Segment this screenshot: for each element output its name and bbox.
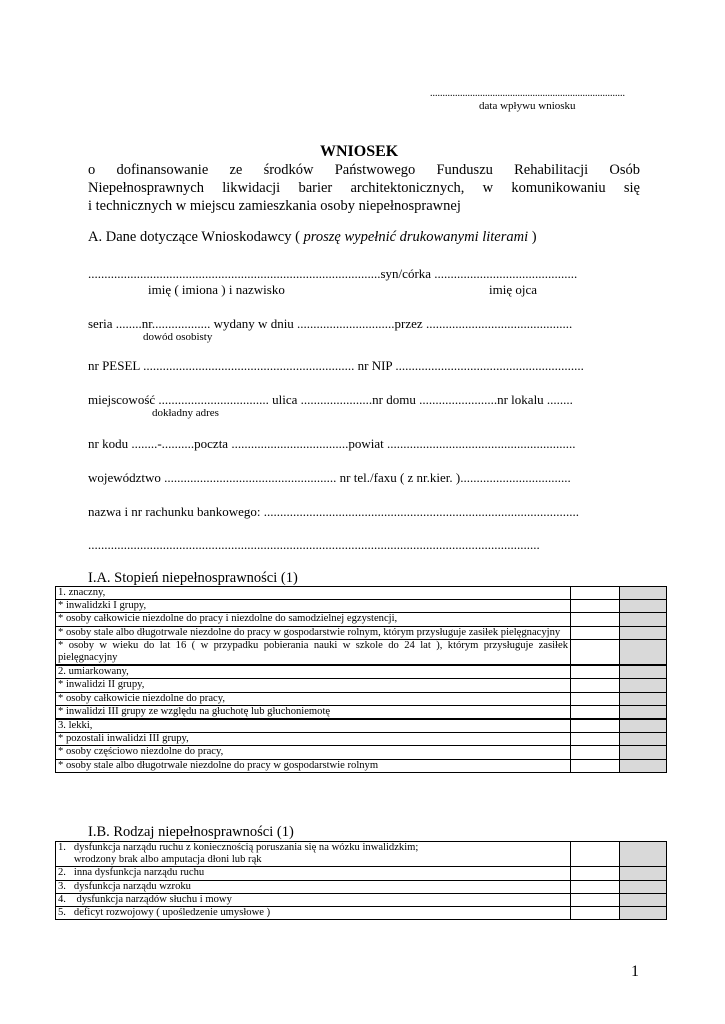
id-document-field[interactable]: seria ........nr.................. wydany w dniu ..............................przez ............................................. — [88, 316, 573, 331]
row-label: * osoby całkowicie niezdolne do pracy i niezdolne do samodzielnej egzystencji, — [56, 613, 571, 626]
name-field[interactable]: ..........................................................................................syn/córka ............................................ — [88, 266, 578, 281]
shaded-cell — [620, 639, 667, 665]
disability-type-table — [55, 841, 667, 920]
checkbox-cell[interactable] — [571, 842, 620, 867]
checkbox-cell[interactable] — [571, 893, 620, 906]
table-row — [56, 626, 667, 639]
row-label: * osoby stale albo długotrwale niezdolne do pracy w gospodarstwie rolnym — [56, 759, 571, 772]
shaded-cell — [620, 880, 667, 893]
shaded-cell — [620, 665, 667, 679]
shaded-cell — [620, 867, 667, 880]
table-row — [56, 587, 667, 600]
table-row — [56, 842, 667, 867]
row-label: 2. umiarkowany, — [56, 665, 571, 679]
shaded-cell — [620, 746, 667, 759]
page-title: WNIOSEK — [320, 143, 399, 160]
shaded-cell — [620, 626, 667, 639]
checkbox-cell[interactable] — [571, 587, 620, 600]
section-a-prefix: A. Dane dotyczące Wnioskodawcy ( — [88, 229, 304, 245]
table-row — [56, 893, 667, 906]
date-received-line[interactable]: .............................................................................. — [430, 88, 625, 99]
section-ia-title: I.A. Stopień niepełnosprawności (1) — [88, 570, 298, 586]
postal-field[interactable]: nr kodu ........-..........poczta ....................................powiat .......................................................... — [88, 436, 576, 451]
checkbox-cell[interactable] — [571, 613, 620, 626]
table-row — [56, 679, 667, 692]
page-number: 1 — [631, 963, 639, 980]
row-label: * osoby częściowo niezdolne do pracy, — [56, 746, 571, 759]
table-row — [56, 880, 667, 893]
table-row — [56, 692, 667, 705]
row-label: * pozostali inwalidzi III grupy, — [56, 733, 571, 746]
shaded-cell — [620, 893, 667, 906]
shaded-cell — [620, 613, 667, 626]
address-field[interactable]: miejscowość .................................. ulica ......................nr domu ........................nr lokalu ........ — [88, 392, 573, 407]
table-row — [56, 759, 667, 772]
row-label: 2. inna dysfunkcja narządu ruchu — [56, 867, 571, 880]
shaded-cell — [620, 587, 667, 600]
subtitle-line-2: Niepełnosprawnych likwidacji barier architektonicznych, w komunikowaniu się — [88, 180, 640, 196]
checkbox-cell[interactable] — [571, 665, 620, 679]
row-label: 4. dysfunkcja narządów słuchu i mowy — [56, 893, 571, 906]
checkbox-cell[interactable] — [571, 639, 620, 665]
bank-account-field[interactable]: nazwa i nr rachunku bankowego: ................................................................................................. — [88, 504, 580, 519]
shaded-cell — [620, 733, 667, 746]
voivodeship-phone-field[interactable]: województwo ..................................................... nr tel./faxu ( z nr.kier. ).................................. — [88, 470, 571, 485]
row-label: 3. lekki, — [56, 719, 571, 733]
row-label: 3. dysfunkcja narządu wzroku — [56, 880, 571, 893]
table-row — [56, 907, 667, 920]
checkbox-cell[interactable] — [571, 746, 620, 759]
shaded-cell — [620, 705, 667, 719]
checkbox-cell[interactable] — [571, 719, 620, 733]
row-label: * osoby stale albo długotrwale niezdolne do pracy w gospodarstwie rolnym, którym przysługuje zasiłek pielęgnacyjny — [56, 626, 571, 639]
row-label: * inwalidzi III grupy ze względu na głuchotę lub głuchoniemotę — [56, 705, 571, 719]
section-ib-title: I.B. Rodzaj niepełnosprawności (1) — [88, 824, 294, 840]
checkbox-cell[interactable] — [571, 867, 620, 880]
checkbox-cell[interactable] — [571, 692, 620, 705]
row-label-line-1: 1. dysfunkcja narządu ruchu z koniecznością poruszania się na wózku inwalidzkim; — [58, 842, 419, 853]
date-received-label: data wpływu wniosku — [479, 100, 576, 112]
section-a-instruction: proszę wypełnić drukowanymi literami — [303, 229, 529, 245]
row-label: 5. deficyt rozwojowy ( upośledzenie umysłowe ) — [56, 907, 571, 920]
row-label: 1. znaczny, — [56, 587, 571, 600]
table-row — [56, 665, 667, 679]
pesel-nip-field[interactable]: nr PESEL ................................................................. nr NIP .......................................................... — [88, 358, 584, 373]
shaded-cell — [620, 719, 667, 733]
table-row — [56, 705, 667, 719]
section-a-heading — [88, 229, 537, 246]
table-row — [56, 867, 667, 880]
checkbox-cell[interactable] — [571, 907, 620, 920]
shaded-cell — [620, 907, 667, 920]
checkbox-cell[interactable] — [571, 880, 620, 893]
checkbox-cell[interactable] — [571, 733, 620, 746]
name-label: imię ( imiona ) i nazwisko — [148, 282, 285, 297]
row-label: * inwalidzki I grupy, — [56, 600, 571, 613]
table-row — [56, 719, 667, 733]
checkbox-cell[interactable] — [571, 600, 620, 613]
row-label: * osoby w wieku do lat 16 ( w przypadku pobierania nauki w szkole do 24 lat ), którym przysługuje zasiłek pielęgnacyjny — [56, 639, 571, 665]
checkbox-cell[interactable] — [571, 626, 620, 639]
checkbox-cell[interactable] — [571, 679, 620, 692]
table-row — [56, 733, 667, 746]
row-label-line-2: wrodzony brak albo amputacja dłoni lub rąk — [58, 854, 262, 866]
shaded-cell — [620, 759, 667, 772]
table-row — [56, 613, 667, 626]
table-row — [56, 746, 667, 759]
subtitle-line-3: i technicznych w miejscu zamieszkania osoby niepełnosprawnej — [88, 198, 461, 214]
address-label: dokładny adres — [152, 407, 219, 419]
shaded-cell — [620, 600, 667, 613]
shaded-cell — [620, 679, 667, 692]
bank-account-extra-field[interactable]: ........................................................................................................................................... — [88, 537, 540, 552]
shaded-cell — [620, 692, 667, 705]
row-label — [56, 842, 571, 867]
row-label: * osoby całkowicie niezdolne do pracy, — [56, 692, 571, 705]
id-document-label: dowód osobisty — [143, 331, 213, 343]
table-row — [56, 639, 667, 665]
shaded-cell — [620, 842, 667, 867]
father-name-label: imię ojca — [489, 282, 538, 297]
checkbox-cell[interactable] — [571, 759, 620, 772]
disability-degree-table — [55, 586, 667, 773]
section-a-suffix: ) — [528, 229, 537, 245]
checkbox-cell[interactable] — [571, 705, 620, 719]
table-row — [56, 600, 667, 613]
subtitle-line-1: o dofinansowanie ze środków Państwowego Funduszu Rehabilitacji Osób — [88, 162, 640, 178]
row-label: * inwalidzi II grupy, — [56, 679, 571, 692]
